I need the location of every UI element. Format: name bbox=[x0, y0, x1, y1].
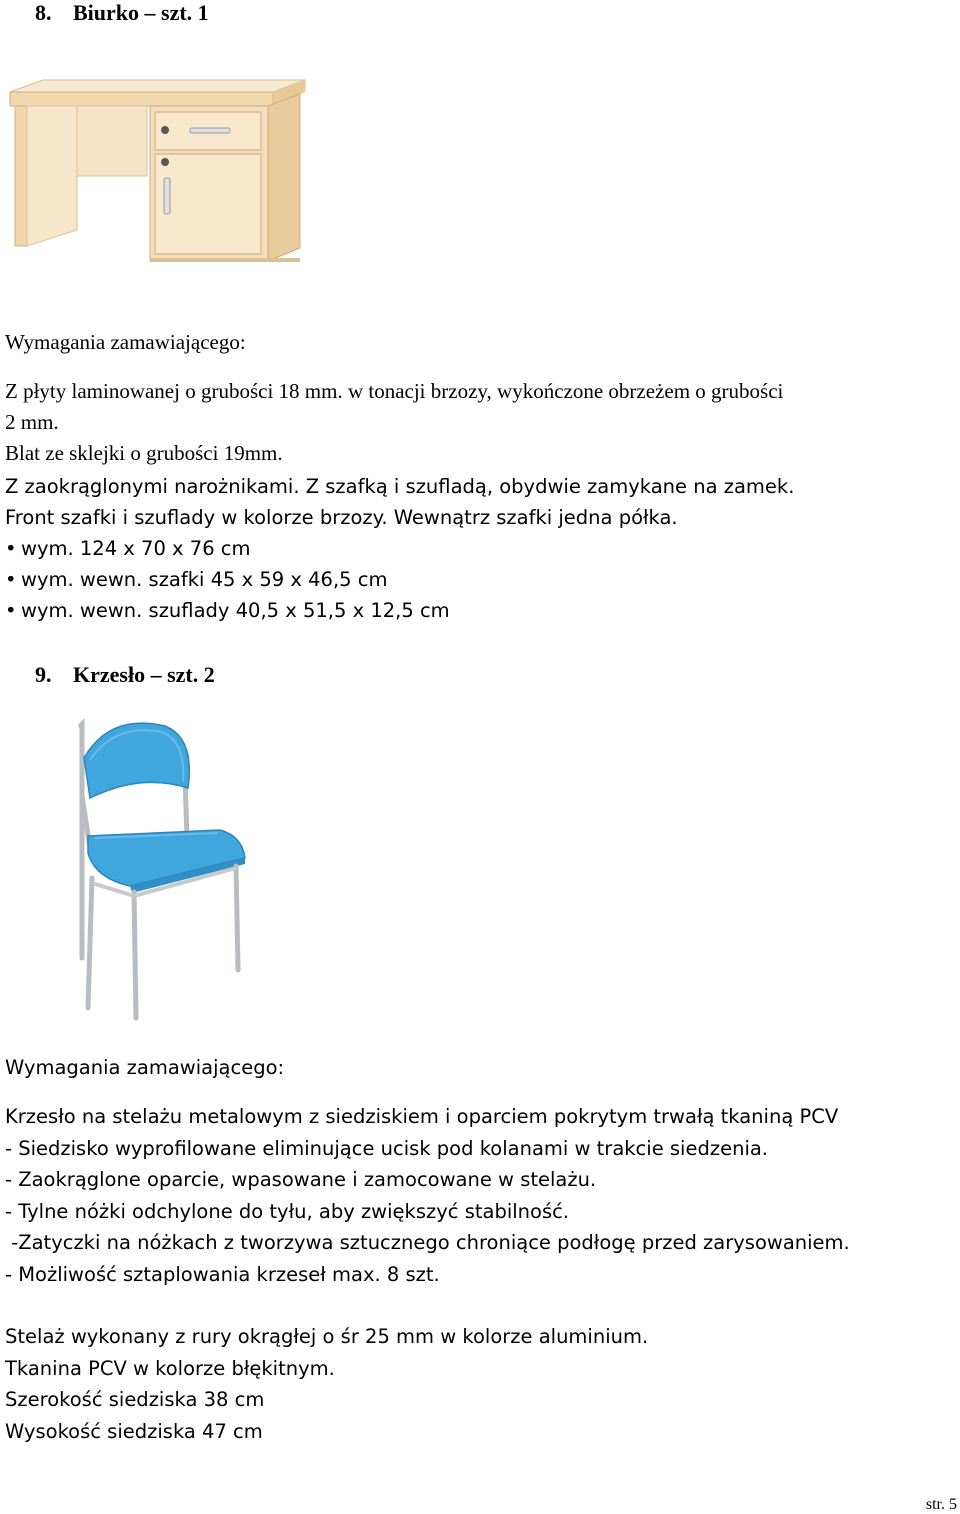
section-8-number: 8. bbox=[35, 0, 52, 25]
bullet-icon: • bbox=[5, 599, 17, 622]
chair-illustration bbox=[70, 718, 250, 1023]
section-8-heading bbox=[35, 0, 209, 26]
bullet-icon: • bbox=[5, 568, 17, 591]
section-8-text-line-5: Front szafki i szuflady w kolorze brzozy. Wewnątrz szafki jedna półka. bbox=[5, 506, 678, 529]
section-9-heading bbox=[35, 662, 215, 688]
section-8-bullet-3 bbox=[5, 599, 450, 623]
section-8-bullet-2 bbox=[5, 568, 387, 592]
section-9-text-line-3: - Zaokrąglone oparcie, wpasowane i zamocowane w stelażu. bbox=[5, 1168, 597, 1191]
section-9-text-line-5: -Zatyczki na nóżkach z tworzywa sztucznego chroniące podłogę przed zarysowaniem. bbox=[5, 1231, 850, 1254]
section-9-spec-4: Wysokość siedziska 47 cm bbox=[5, 1420, 263, 1443]
page-number: str. 5 bbox=[925, 1496, 957, 1513]
section-8-bullet-1 bbox=[5, 537, 251, 561]
desk-icon bbox=[5, 70, 310, 270]
bullet-text: wym. wewn. szafki 45 x 59 x 46,5 cm bbox=[21, 568, 388, 591]
section-9-title: Krzesło – szt. 2 bbox=[73, 662, 215, 687]
section-9-text-line-4: - Tylne nóżki odchylone do tyłu, aby zwiększyć stabilność. bbox=[5, 1200, 570, 1223]
chair-icon bbox=[70, 718, 250, 1023]
section-8-text-line-2: 2 mm. bbox=[5, 410, 59, 434]
section-8-text-line-1: Z płyty laminowanej o grubości 18 mm. w tonacji brzozy, wykończone obrzeżem o grubości bbox=[5, 379, 784, 403]
desk-illustration bbox=[5, 70, 310, 270]
section-9-text-line-1: Krzesło na stelażu metalowym z siedziskiem i oparciem pokrytym trwałą tkaniną PCV bbox=[5, 1105, 839, 1128]
bullet-icon: • bbox=[5, 537, 17, 560]
section-9-text-line-2: - Siedzisko wyprofilowane eliminujące ucisk pod kolanami w trakcie siedzenia. bbox=[5, 1137, 769, 1160]
section-9-number: 9. bbox=[35, 662, 52, 687]
section-9-spec-3: Szerokość siedziska 38 cm bbox=[5, 1388, 265, 1411]
section-8-text-line-4: Z zaokrąglonymi narożnikami. Z szafką i szufladą, obydwie zamykane na zamek. bbox=[5, 475, 795, 498]
section-8-requirements-label: Wymagania zamawiającego: bbox=[5, 330, 246, 354]
section-8-text-line-3: Blat ze sklejki o grubości 19mm. bbox=[5, 441, 283, 465]
section-8-title: Biurko – szt. 1 bbox=[73, 0, 209, 25]
bullet-text: wym. 124 x 70 x 76 cm bbox=[21, 537, 251, 560]
section-9-spec-1: Stelaż wykonany z rury okrągłej o śr 25 mm w kolorze aluminium. bbox=[5, 1325, 649, 1348]
section-9-spec-2: Tkanina PCV w kolorze błękitnym. bbox=[5, 1357, 335, 1380]
bullet-text: wym. wewn. szuflady 40,5 x 51,5 x 12,5 cm bbox=[21, 599, 450, 622]
section-9-text-line-6: - Możliwość sztaplowania krzeseł max. 8 szt. bbox=[5, 1263, 440, 1286]
section-9-requirements-label: Wymagania zamawiającego: bbox=[5, 1056, 285, 1079]
